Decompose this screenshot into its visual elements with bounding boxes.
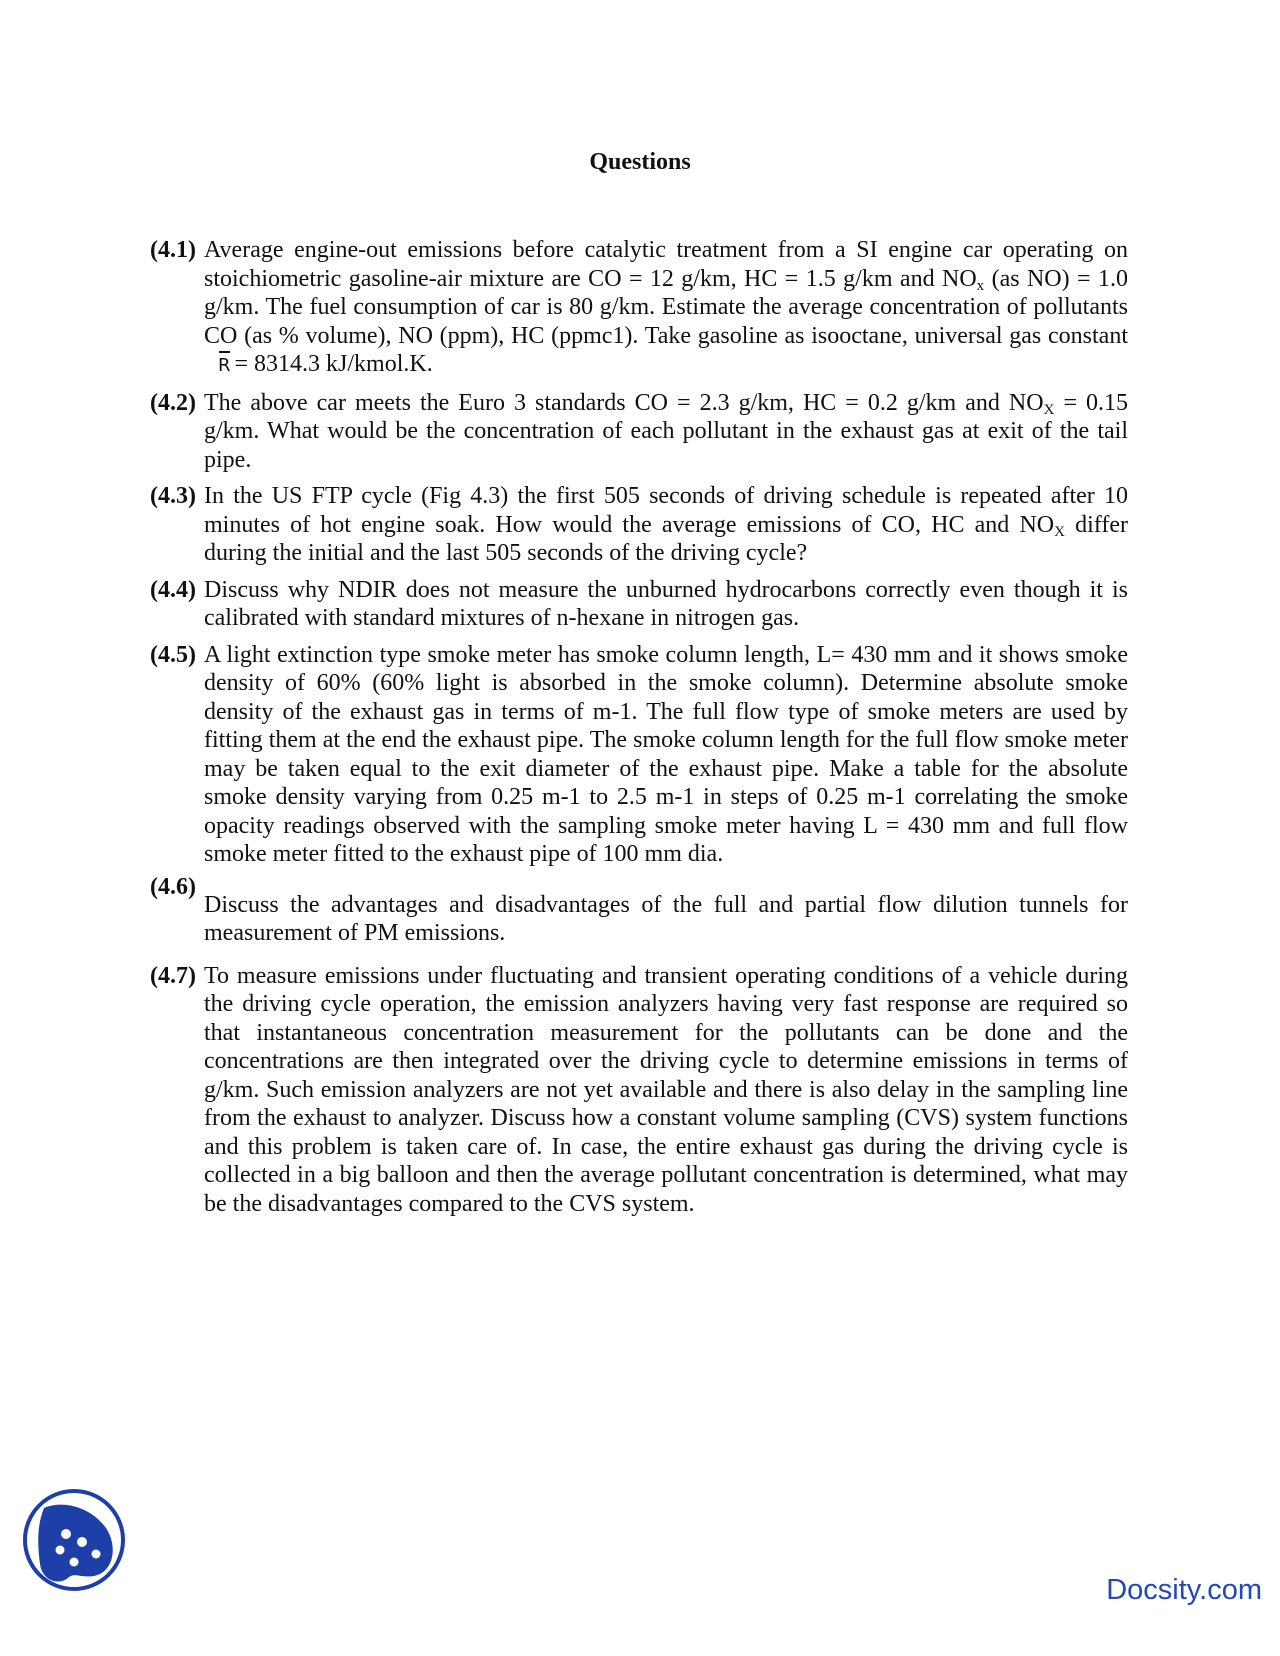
question-4-4 bbox=[150, 576, 1128, 633]
question-number: (4.5) bbox=[150, 641, 196, 668]
question-text: Average engine-out emissions before catalytic treatment from a SI engine car operating on stoichiometric gasoline-air mixture are CO = 12 g/km, HC = 1.5 g/km and $NO_x$ (as NO) = 1.0 g/km. The fuel consumption of car is 80 g/km. Estimate the average concentration of pollutants CO (as % volume), NO (ppm), HC (ppmc1). Take gasoline as isooctane, universal gas constantR = 8314.3 kJ/kmol.K. bbox=[204, 237, 1128, 377]
question-4-5 bbox=[150, 641, 1128, 869]
question-number: (4.1) bbox=[150, 237, 196, 263]
page-title: Questions bbox=[589, 149, 691, 175]
question-text: To measure emissions under fluctuating and transient operating conditions of a vehicle during the driving cycle operation, the emission analyzers having very fast response are required so that instantaneous concentration measurement for the pollutants can be done and the concentrations are then integrated over the driving cycle to determine emissions in terms of g/km. Such emission analyzers are not yet available and there is also delay in the sampling line from the exhaust to analyzer. Discuss how a constant volume sampling (CVS) system functions and this problem is taken care of. In case, the entire exhaust gas during the driving cycle is collected in a big balloon and then the average pollutant concentration is determined, what may be the disadvantages compared to the CVS system. bbox=[204, 962, 1128, 1217]
docsity-logo-icon[interactable] bbox=[22, 1488, 126, 1592]
question-text: In the US FTP cycle (Fig 4.3) the first 505 seconds of driving schedule is repeated after 10 minutes of hot engine soak. How would the average emissions of CO, HC and $NO_X$ differ during the initial and the last 505 seconds of the driving cycle? bbox=[204, 483, 1128, 566]
docsity-brand-link[interactable]: Docsity.com bbox=[1106, 1574, 1262, 1606]
question-text: Discuss why NDIR does not measure the unburned hydrocarbons correctly even though it is calibrated with standard mixtures of n-hexane in nitrogen gas. bbox=[204, 576, 1128, 631]
question-list bbox=[150, 236, 1128, 1226]
gas-constant-symbol: R bbox=[218, 352, 231, 381]
question-number: (4.2) bbox=[150, 389, 196, 416]
question-text: A light extinction type smoke meter has smoke column length, L= 430 mm and it shows smoke density of 60% (60% light is absorbed in the smoke column). Determine absolute smoke density of the exhaust gas in terms of m-1. The full flow type of smoke meters are used by fitting them at the end the exhaust pipe. The smoke column length for the full flow smoke meter may be taken equal to the exit diameter of the exhaust pipe. Make a table for the absolute smoke density varying from 0.25 m-1 to 2.5 m-1 in steps of 0.25 m-1 correlating the smoke opacity readings observed with the sampling smoke meter having L = 430 mm and full flow smoke meter fitted to the exhaust pipe of 100 mm dia. bbox=[204, 641, 1128, 867]
question-text: The above car meets the Euro 3 standards CO = 2.3 g/km, HC = 0.2 g/km and $NO_X = 0.15$ g/km. What would be the concentration of each pollutant in the exhaust gas at exit of the tail pipe. bbox=[204, 389, 1128, 473]
question-number: (4.4) bbox=[150, 576, 196, 603]
question-4-7 bbox=[150, 962, 1128, 1219]
question-number: (4.3) bbox=[150, 483, 196, 509]
question-4-1 bbox=[150, 236, 1128, 381]
question-4-6 bbox=[150, 873, 1128, 948]
question-text: Discuss the advantages and disadvantages of the full and partial flow dilution tunnels for measurement of PM emissions. bbox=[204, 891, 1128, 946]
question-number: (4.7) bbox=[150, 962, 196, 989]
question-4-2 bbox=[150, 389, 1128, 475]
question-number: (4.6) bbox=[150, 873, 196, 900]
question-4-3 bbox=[150, 482, 1128, 568]
